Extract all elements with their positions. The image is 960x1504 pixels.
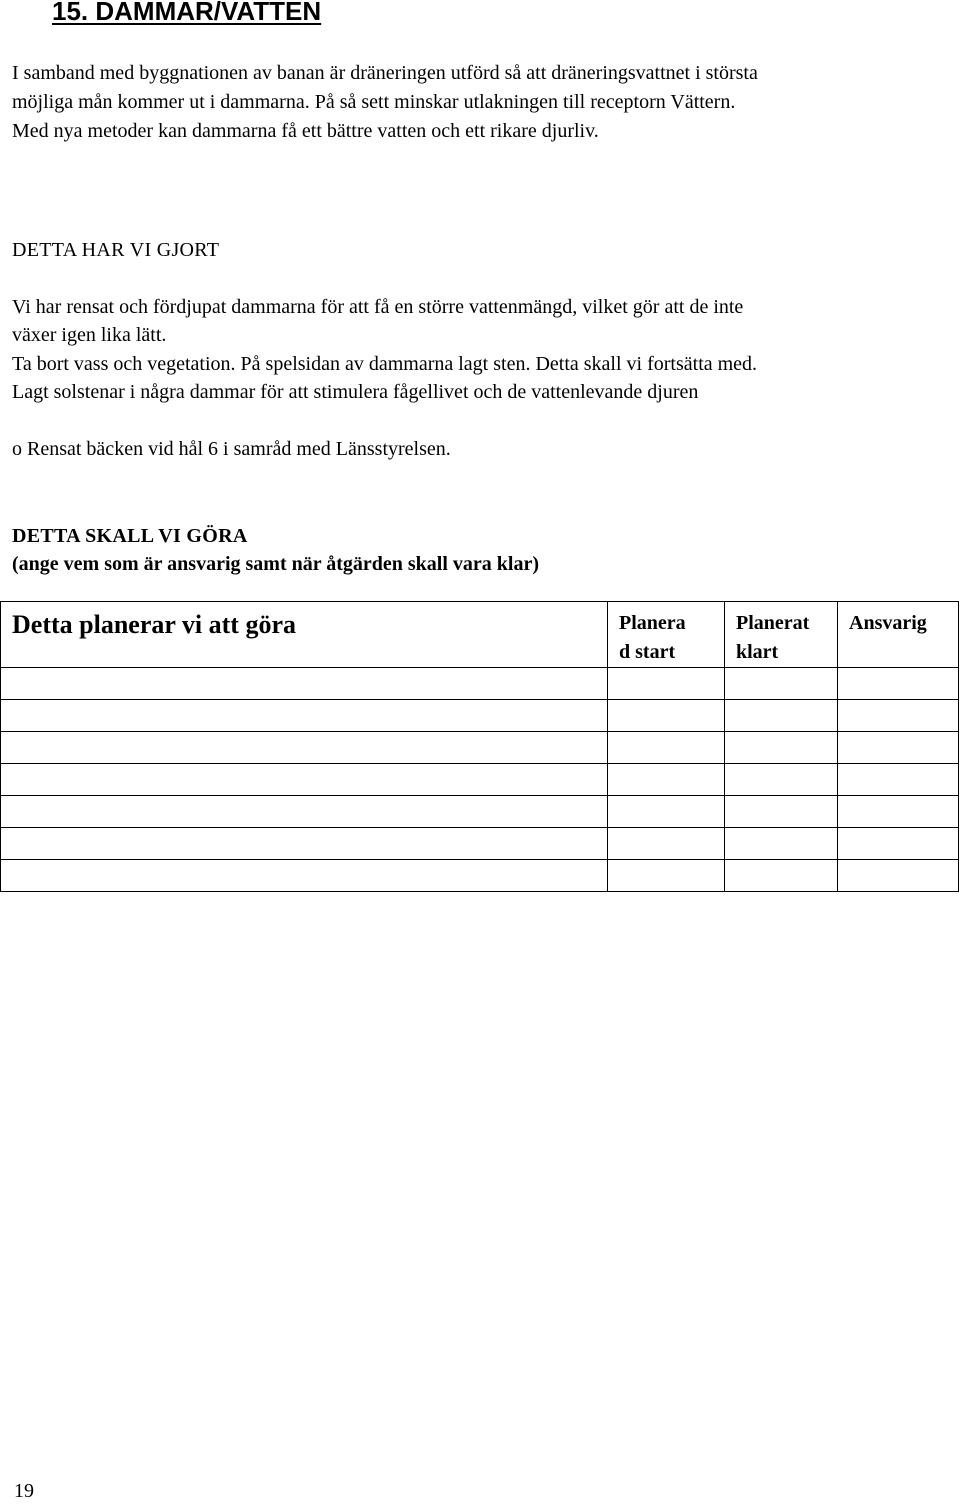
done-line: Ta bort vass och vegetation. På spelsidan av dammarna lagt sten. Detta skall vi fortsätta med. (12, 353, 758, 375)
table-header-row (1, 602, 959, 668)
column-header-plan: Detta planerar vi att göra (1, 602, 608, 668)
table-row (1, 700, 959, 732)
header-text: d start (619, 641, 676, 663)
table-row (1, 860, 959, 892)
table-cell[interactable] (1, 764, 608, 796)
intro-line: möjliga mån kommer ut i dammarna. På så sett minskar utlakningen till receptorn Vättern. (12, 91, 736, 113)
done-section-title: DETTA HAR VI GJORT (12, 239, 220, 261)
page-number: 19 (14, 1480, 34, 1502)
table-cell[interactable] (608, 860, 725, 892)
column-header-planned-start (608, 602, 725, 668)
table-cell[interactable] (608, 796, 725, 828)
table-row (1, 764, 959, 796)
plan-table (0, 601, 959, 892)
table-row (1, 668, 959, 700)
table-cell[interactable] (725, 668, 838, 700)
table-cell[interactable] (725, 700, 838, 732)
header-text: Planerat (736, 612, 810, 634)
table-row (1, 732, 959, 764)
table-cell[interactable] (1, 828, 608, 860)
table-cell[interactable] (608, 700, 725, 732)
table-cell[interactable] (1, 668, 608, 700)
todo-section-subtitle: (ange vem som är ansvarig samt när åtgärden skall vara klar) (12, 553, 540, 575)
page-heading: 15. DAMMAR/VATTEN (52, 0, 322, 26)
intro-line: I samband med byggnationen av banan är dräneringen utförd så att dräneringsvattnet i största (12, 62, 758, 84)
table-cell[interactable] (725, 860, 838, 892)
column-header-responsible: Ansvarig (838, 602, 959, 668)
table-cell[interactable] (838, 796, 959, 828)
table-row (1, 796, 959, 828)
done-line: Lagt solstenar i några dammar för att stimulera fågellivet och de vattenlevande djuren (12, 381, 699, 403)
table-cell[interactable] (1, 732, 608, 764)
intro-line: Med nya metoder kan dammarna få ett bättre vatten och ett rikare djurliv. (12, 120, 599, 142)
header-text: klart (736, 641, 779, 663)
table-cell[interactable] (1, 700, 608, 732)
table-cell[interactable] (608, 764, 725, 796)
table-cell[interactable] (608, 732, 725, 764)
table-cell[interactable] (725, 828, 838, 860)
column-header-planned-done (725, 602, 838, 668)
header-text: Planera (619, 612, 686, 634)
table-cell[interactable] (838, 700, 959, 732)
table-cell[interactable] (725, 732, 838, 764)
done-bullet-item: o Rensat bäcken vid hål 6 i samråd med Länsstyrelsen. (12, 438, 451, 460)
table-cell[interactable] (608, 668, 725, 700)
done-line: växer igen lika lätt. (12, 324, 167, 346)
table-row (1, 828, 959, 860)
table-cell[interactable] (838, 668, 959, 700)
table-cell[interactable] (1, 860, 608, 892)
done-line: Vi har rensat och fördjupat dammarna för att få en större vattenmängd, vilket gör att de inte (12, 296, 744, 318)
table-cell[interactable] (725, 764, 838, 796)
todo-section-title: DETTA SKALL VI GÖRA (12, 525, 248, 547)
table-cell[interactable] (838, 732, 959, 764)
table-cell[interactable] (838, 828, 959, 860)
table-cell[interactable] (608, 828, 725, 860)
table-cell[interactable] (838, 860, 959, 892)
table-cell[interactable] (838, 764, 959, 796)
table-cell[interactable] (725, 796, 838, 828)
table-cell[interactable] (1, 796, 608, 828)
